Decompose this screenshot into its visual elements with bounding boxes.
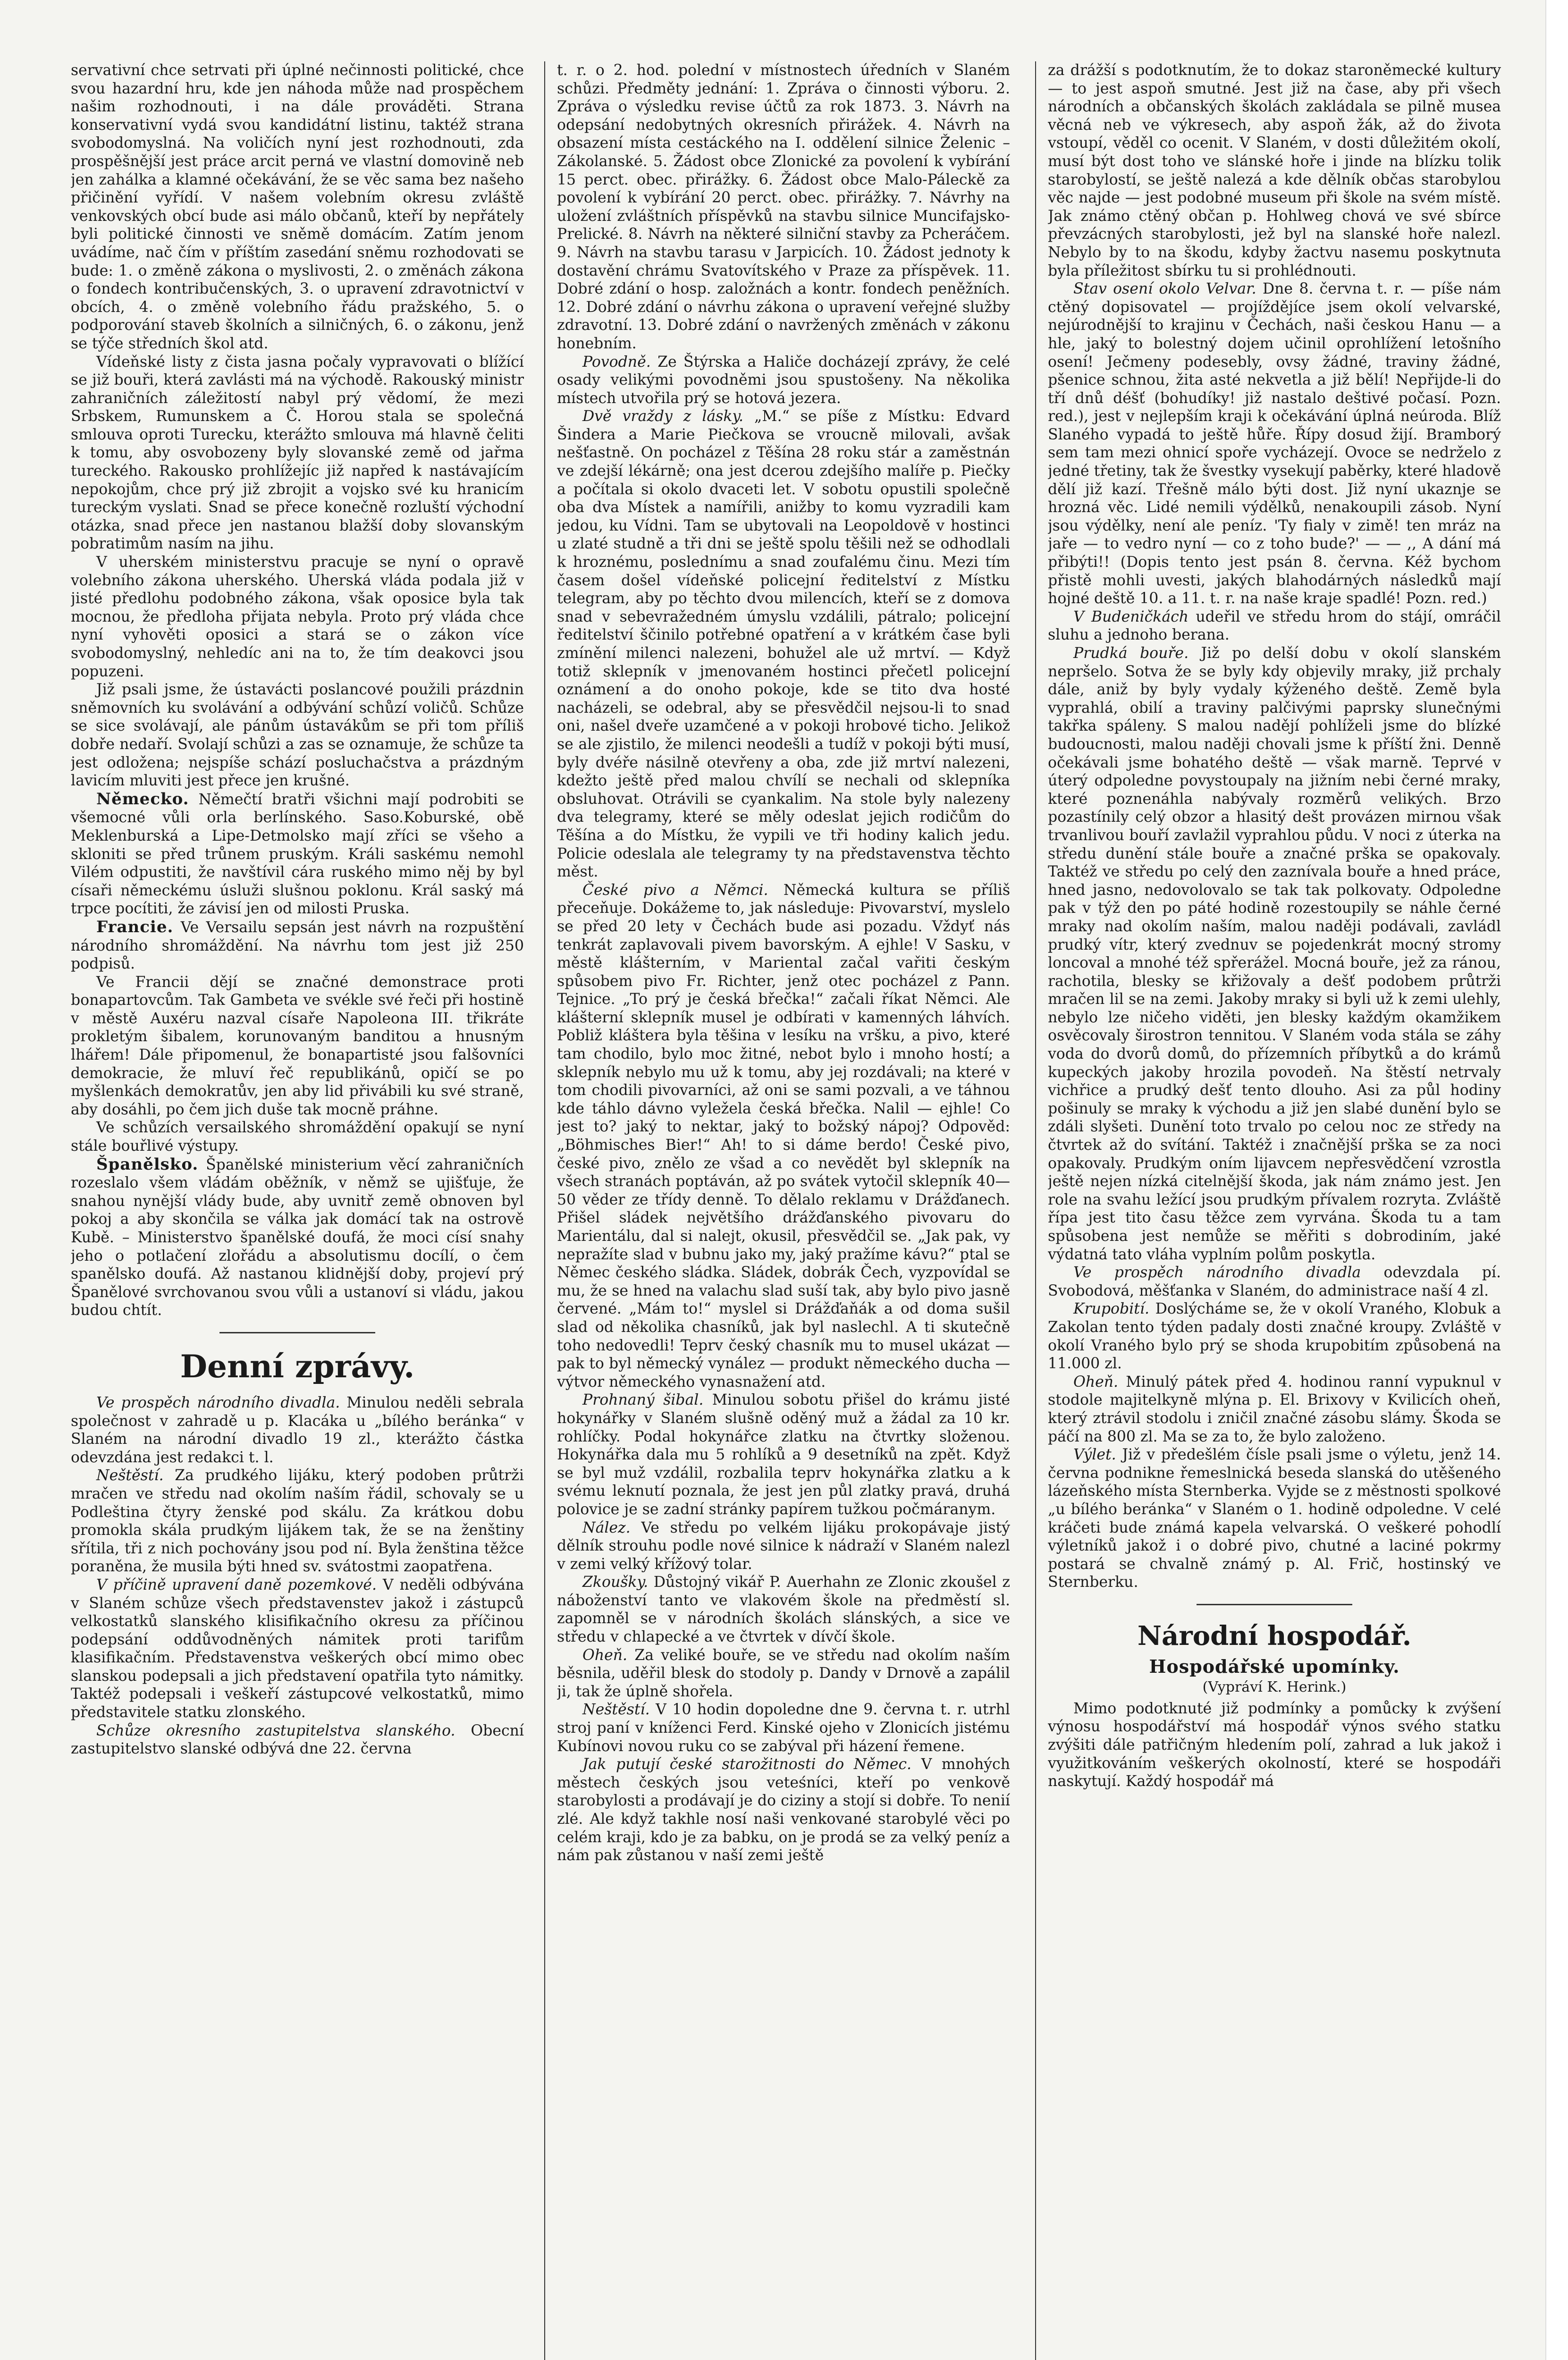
news-lead: Ve prospěch národního divadla. xyxy=(96,1394,340,1411)
article-text: Španělské ministerium věcí zahraničních rozeslalo všem vládám oběžník, v němž se ujišťuje, že snahou nynější vlády bude, aby uvnitř země obnoven byl pokoj a aby skončila se válka jak domácí tak na ostrově Kubě. – Ministerstvo španělské doufá, že moci císí snahy jeho o potlačení zlořádu a absolutismu docílí, o čem spanělsko doufá. Až nastanou klidnější doby, projeví prý Španělové svrchovanou svou vůli a ustanoví si vládu, jakou budou chtít. xyxy=(71,1156,524,1319)
article-paragraph: Ve Francii dějí se značné demonstrace proti bonapartovcům. Tak Gambeta ve svékle své řeči při hostině v městě Auxéru nazval císaře Napoleona III. třikráte prokletým šibalem, korunovaným banditou a hnusným lhářem! Dále připomenul, že bonapartisté jsou falšovníci demokracie, že mluví řeč republikánů, opičí se po myšlenkách demokratův, jen aby lid přivábili ku své straně, aby dosáhli, po čem jich duše tak mocně práhne. xyxy=(71,973,524,1118)
news-lead: Dvě vraždy z lásky. xyxy=(582,408,744,425)
column-rule xyxy=(544,61,545,2360)
news-item xyxy=(557,1755,1010,1865)
news-lead: Ve prospěch národního divadla xyxy=(1073,1264,1361,1281)
news-item xyxy=(1048,1373,1501,1446)
news-text: udeřil ve středu hrom do stájí, omráčil sluhu a jednoho berana. xyxy=(1048,608,1501,644)
news-lead: Neštěstí. xyxy=(96,1467,164,1484)
article-paragraph: Ve schůzích versailského shromáždění opakují se nyní stále bouřlivé výstupy. xyxy=(71,1119,524,1155)
news-item xyxy=(1048,280,1501,608)
news-section-title: Denní zprávy. xyxy=(180,1348,415,1385)
news-text: odevzdala pí. Svobodová, měšťanka v Slaném, do administrace naší 4 zl. xyxy=(1048,1264,1501,1299)
news-item xyxy=(71,1576,524,1722)
news-text: V neděli odbývána v Slaném schůze všech představenstev jakož i zástupců velkostatků slanského klisifikačního okresu za příčinou podepsání oddůvodněných námitek proti tarifům klasifikačním. Představenstva veškerých obcí mimo obec slanskou podepsali a jich představení opatřila tyto námitky. Taktéž podepsali i veškeří zástupcové velkostatků, mimo představitele statku zlonského. xyxy=(71,1576,524,1721)
news-text: Ze Štýrska a Haliče docházejí zprávy, že celé osady velikými povodněmi jsou spustošeny. Na několika místech utvořila prý se hotová jezera. xyxy=(557,353,1010,407)
news-lead: Stav osení okolo Velvar. xyxy=(1073,280,1256,298)
news-text: V 10 hodin dopoledne dne 9. června t. r. utrhl stroj paní v kníženci Ferd. Kinské ojeho v Zlonicích jistému Kubínovi novou ruku co se zabýval při házení řemene. xyxy=(557,1701,1010,1755)
country-heading: Německo. xyxy=(96,789,189,809)
news-item xyxy=(71,1722,524,1758)
news-item xyxy=(1048,608,1501,644)
news-lead: Nález. xyxy=(582,1519,631,1536)
news-item xyxy=(557,1701,1010,1755)
news-item xyxy=(557,1646,1010,1701)
article-paragraph: Již psali jsme, že ústavácti poslancové použili prázdnin sněmovních ku svolávání a odbývání schůzí voličů. Schůze se sice svolávají, ale pánům ústavákům se při tom příliš dobře nedaří. Svolají schůzi a zas se oznamuje, že schůze ta jest odložena; nejspíše schází posluchačstva a prázdným lavicím mluviti jest přece jen krušné. xyxy=(71,681,524,790)
news-text: Minulou sobotu přišel do krámu jisté hokynářky v Slaném slušně oděný muž a žádal za 10 kr. rohlíčky. Podal hokynářce zlatku na čtvrtky složenou. Hokynářka dala mu 5 rohlíků a 9 desetníků na zpět. Když se byl muž vzdálil, rozbalila teprv hokynářka zlatku a k svému leknutí poznala, že jest jen půl zlatky pravá, druhá polovice je se zadní stránky papírem tužkou počmáranym. xyxy=(557,1391,1010,1518)
newspaper-page xyxy=(71,61,1501,2360)
news-lead: Prudká bouře. xyxy=(1073,645,1189,662)
section-germany xyxy=(71,790,524,918)
section-spain xyxy=(71,1155,524,1320)
economy-subtitle: Hospodářské upomínky. xyxy=(1149,1655,1400,1677)
country-heading: Francie. xyxy=(96,917,174,936)
news-text: Důstojný vikář P. Auerhahn ze Zlonic zkoušel z náboženství tanto ve vlakovém škole na předměstí sl. zapomněl se v národních školách slánských, a sice ve středu v chlapecké a ve čtvrtek v dívčí škole. xyxy=(557,1574,1010,1646)
news-lead: Výlet. xyxy=(1073,1446,1116,1464)
news-lead: Zkoušky. xyxy=(582,1574,649,1591)
section-divider xyxy=(1197,1604,1352,1605)
news-text: Za veliké bouře, se ve středu nad okolím naším běsnila, uděřil blesk do stodoly p. Dandy v Drnově a zapálil ji, tak že úplně shořela. xyxy=(557,1646,1010,1700)
news-item xyxy=(557,881,1010,1391)
byline: (Vypráví K. Herink.) xyxy=(1202,1678,1347,1695)
news-lead: Krupobití. xyxy=(1073,1300,1149,1318)
column-2 xyxy=(557,61,1010,2360)
news-text: V mnohých městech českých jsou veteśníci, kteří po venkově starobylosti a prodávají je do ciziny a stojí si dobře. To nenií zlé. Ale když takhle nosí naši venkované starobylé věci po celém kraji, kdo je za babku, on je prodá se za velký peníz a nám pak zůstanou v naší zemi ještě xyxy=(557,1756,1010,1864)
news-item xyxy=(557,1391,1010,1518)
article-paragraph: Mimo podotknuté již podmínky a pomůcky k zvýšení výnosu hospodářství má hospodář výnos svého statku zvýšiti dále patřičným hledením polí, zahrad a luk jakož i využitkováním veškerých okolností, které se hospodáři naskytují. Každý hospodář má xyxy=(1048,1700,1501,1790)
news-lead: Schůze okresního zastupitelstva slanského. xyxy=(96,1722,455,1739)
news-text: Za prudkého lijáku, který podoben průtrži mračen ve středu nad okolím naším řádil, schovaly se u Podleština čtyry ženské pod skálu. Za krátkou dobu promokla skála prudkým lijákem tak, že se na ženštiny sřítila, tři z nich pochovány jsou pod ní. Byla ženština těžce poraněna, že musila býti hned sv. svátostmi zaopatřena. xyxy=(71,1467,524,1576)
news-lead: Oheň. xyxy=(1073,1373,1119,1391)
news-text: Minulý pátek před 4. hodinou ranní vypuknul v stodole majitelkyně mlýna p. El. Brixovy v Kvilicích oheň, který ztrávil stodolu i zničil značné zásobu slámy. Škoda se páčí na 800 zl. Ma se za to, že bylo založeno. xyxy=(1048,1373,1501,1445)
column-1 xyxy=(71,61,524,2360)
news-item xyxy=(71,1467,524,1576)
economy-section-title: Národní hospodář. xyxy=(1137,1620,1412,1652)
news-text: Německá kultura se příliš přeceňuje. Dokážeme to, jak následuje: Pivovarství, myslelo se před 20 lety v Čechách bude asi pozadu. Vždyť nás tenkrát zaplavovali pivem bavorským. A ejhle! V Sasku, v městě klášterním, v Mariental začal vařiti českým spůsobem pivo Fr. Richter, jenž otec pocházel z Pann. Tejnice. „To prý je česká břečka!“ začali říkat Němci. Ale klášterní sklepník musel je odbírati v kamenných láhvích. Pobliž kláštera byla těšina v lesíku na vršku, a pivo, které tam chodilo, bylo moc žitné, nebot bylo i mnoho hostí; a sklepník nebylo mu už k tomu, aby jej rozdávali; na které v tom chodili pivovarníci, až oni se sami pozvali, a ve táhnou kde táhlo dávno vyležela česká břečka. Nalil — ejhle! Co jest to? jaký to nektar, jaký to božský nápoj? Odpověd: „Böhmisches Bier!“ Ah! to si dáme berdo! České pivo, české pivo, znělo ze všad a co nevědět byl sklepník na všech stranách poptáván, až po svátek vytočil sklepník 40—50 věder ze třídy denně. To dělalo reklamu v Drážďanech. Přišel sládek největšího drážďanského pivovaru do Marientálu, dal si nalejt, okusil, přesvědčil se. „Jak pak, vy nepražíte slad v bubnu jako my, jaký pražíme kávu?“ ptal se Němec českého sládka. Sládek, dobrák Čech, vyzpovídal se mu, že se hned na valachu slad suší tak, aby bylo pivo jasně červené. „Mám to!“ myslel si Drážďaňák a od doma sušil slad od několika chasníků, jak byl naslechl. A ti skutečně toho nedovedli! Teprv český chasník mu to musel ukázat — pak to byl německý vynález — produkt německého ducha — výtvor německého vynasnažení atd. xyxy=(557,881,1010,1391)
article-paragraph: V uherském ministerstvu pracuje se nyní o opravě volebního zákona uherského. Uherská vláda podala již v jisté předlohu podobného zákona, však oposice byla tak mocnou, že předloha přijata nebyla. Proto prý vláda chce nyní vyhověti oposici a stará se o zákon více svobodomyslný, nehledíc ani na to, že tím deakovci jsou popuzeni. xyxy=(71,554,524,680)
section-france xyxy=(71,918,524,973)
news-text: Minulou neděli sebrala společnost v zahradě u p. Klacáka u „bílého beránka“ v Slaném na národní divadlo 19 zl., kterážto částka odevzdána jest redakci t. l. xyxy=(71,1394,524,1466)
news-item xyxy=(557,353,1010,408)
news-text: Již v předešlém čísle psali jsme o výletu, jenž 14. června podnikne řemeslnická beseda slanská do utěšeného lázeňského místa Sternberka. Vyjde se z městnosti spolkové „u bílého beránka“ v Slaném o 1. hodině odpoledne. V celé kráčeti bude známá kapela velvarská. O veškeré pohodlí výletníků jakož i o dobré pivo, chutné a laciné pokrmy postará se chvalně známý p. Al. Frič, hostinský ve Sternberku. xyxy=(1048,1446,1501,1591)
news-lead: Povodně. xyxy=(582,353,651,371)
news-text: Dne 8. června t. r. — píše nám ctěný dopisovatel — projíždějíce jsem okolí velvarské, nejúrodnější to krajinu v Čechách, naši českou Hanu — a hle, jaký to bolestný dojem učinil oprohlížení letošního osení! Ječmeny podesebly, ovsy žádné, traviny žádné, pšenice schnou, žita asté nekvetla a již bělí! Nepřijde-li do tří dnů déšť (bohudíky! již nastalo deštivé počasí. Pozn. red.), jest v nejlepším kraji k očekávání úplná neúroda. Blíž Slaného vypadá to ještě hůře. Řípy dosud žijí. Bramborý sem tam mezi ohnicí spoře vycházejí. Ovoce se nedrželo z jedné třetiny, tak že švestky vysekují paběrky, které hladově dělí již kazí. Třešně málo býti dost. Již nyní ukaznje se hrozná věc. Lidé nemili výdělků, nenakoupili zásob. Nyní jsou výdělky, není ale peníz. 'Ty fialy v zimě! ten mráz na jaře — to vedro nyní — co z toho bude?' — — ,, A dání má přibýti!! (Dopis tento jest psán 8. června. Kéž bychom přistě mohli uvesti, jakých blahodárných následků mají hojné deště 10. a 11. t. r. na naše kraje spadlé! Pozn. red.) xyxy=(1048,280,1501,607)
article-paragraph: Vídeňské listy z čista jasna počaly vypravovati o blížící se již bouři, která zavlásti má na východě. Rakouský ministr zahraničních záležitostí nabyl prý vědomí, že mezi Srbskem, Rumunskem a Č. Horou stala se společná smlouva oproti Turecku, kterážto smlouva má hlavně čeliti k tomu, aby osvobozeny byly slovanské země od jařma tureckého. Rakousko prohlížejíc již napřed k nastávajícím nepokojům, chce prý již zbrojit a vojsko své ku hranicím tureckým vyslati. Snad se přece konečně rozluští východní otázka, snad přece jen nastanou blažší doby slovanským pobratimům nasím na jihu. xyxy=(71,353,524,553)
news-lead: Prohnaný šibal. xyxy=(582,1391,704,1409)
news-lead: České pivo a Němci. xyxy=(582,881,768,899)
article-paragraph: t. r. o 2. hod. polední v místnostech úředních v Slaném schůzi. Předměty jednání: 1. Zpráva o činnosti výboru. 2. Zpráva o výsledku revise účtů za rok 1873. 3. Návrh na odepsání nedobytných okresních přirážek. 4. Návrh na obsazení místa cestáckého na I. oddělení silnice Želenic – Zákolanské. 5. Žádost obce Zlonické za povolení k vybírání 15 perct. obec. přirážky. 6. Žádost obce Malo-Páleckě za povolení k vybírání 20 perct. obec. přirážky. 7. Návrhy na uložení zvláštních příspěvků na stavbu silnice Muncifajsko-Prelické. 8. Návrh na některé silniční stavby za Pcheráčem. 9. Návrh na stavbu tarasu v Jarpicích. 10. Žádost jednoty k dostavění chrámu Svatovítského v Praze za příspěvek. 11. Dobré zdání o hosp. založnách a kontr. fondech peněžních. 12. Dobré zdání o návrhu zákona o upravení veřejné služby zdravotní. 13. Dobré zdání o navržených změnách v zákonu honebním. xyxy=(557,62,1010,352)
news-item xyxy=(1048,1446,1501,1592)
page-edge xyxy=(1545,0,1568,2360)
column-3 xyxy=(1048,61,1501,2360)
article-text: Němečtí bratři všichni mají podrobiti se všemocné vůli orla berlínského. Saso.Koburské, obě Meklenburská a Lipe-Detmolsko mají zříci se všeho a skloniti se před trůnem pruským. Králi saskému nemohl Vilém odpustiti, že navštívil cára ruského mimo něj by byl císaři německému úsluži slušnou poklonu. Král saský má trpce pocítiti, že závisí jen od milosti Pruska. xyxy=(71,791,524,918)
news-item xyxy=(557,1573,1010,1646)
news-lead: Jak putují české starožitnosti do Němec. xyxy=(582,1756,912,1773)
column-rule xyxy=(1035,61,1036,2360)
news-text: Ve středu po velkém lijáku prokopávaje jistý dělník strouhu podle nové silnice k nádraží v Slaném nalezl v zemi velký křížový tolar. xyxy=(557,1519,1010,1573)
news-item xyxy=(1048,644,1501,1264)
news-item xyxy=(71,1394,524,1467)
news-item xyxy=(557,407,1010,881)
news-lead: Neštěstí. xyxy=(582,1701,650,1719)
country-heading: Španělsko. xyxy=(96,1155,199,1174)
section-divider xyxy=(219,1332,375,1333)
news-text: Doslýcháme se, že v okolí Vraného, Klobuk a Zakolan tento týden padaly dosti značné kroupy. Zvláště v okolí Vraného bylo prý se shoda krupobitím způsobená na 11.000 zl. xyxy=(1048,1300,1501,1373)
news-lead: V příčině upravení daně pozemkové. xyxy=(96,1576,377,1593)
news-lead: Oheň. xyxy=(582,1646,628,1664)
article-paragraph: servativní chce setrvati při úplné nečinnosti politické, chce svou hazardní hru, kde jen náhoda může nad prospěchem našim rozhodnouti, i na dále prováděti. Strana konservativní vydá svou kandidátní listinu, taktéž strana svobodomyslná. Na voličích nyní jest rozhodnouti, zda prospěšnější jest práce arcit perná ve vlastní domovině neb jen zahálka a klamné očekávání, že se věc sama bez našeho přičinění vyřídí. V našem volebním okresu zvláště venkovských obcí bude asi málo občanů, kteří by nepřátely byli politické činnosti ve sněmě domácím. Zatím jenom uvádíme, nač čím v příštím zasedání sněmu rozhodovati se bude: 1. o změně zákona o myslivosti, 2. o změnách zákona o fondech kontribučenských, 3. o upravení zdravotnictví v obcích, 4. o změně volebního řádu pražského, 5. o podporování staveb školních a silničných, 6. o zákonu, jenž se týče středních škol atd. xyxy=(71,62,524,352)
news-item xyxy=(1048,1264,1501,1300)
article-text: Ve Versailu sepsán jest návrh na rozpuštění národního shromáždění. Na návrhu tom jest již 250 podpisů. xyxy=(71,919,524,973)
news-text: Obecní zastupitelstvo slanské odbývá dne 22. června xyxy=(71,1722,524,1758)
news-lead: V Budeničkách xyxy=(1073,608,1189,625)
article-paragraph: za drážší s podotknutím, že to dokaz staroněmecké kultury — to jest aspoň smutné. Jest již na čase, aby při všech národních a občanských školách zakládala se pilně musea věcná neb ve výkresech, aby aspoň žák, až do života vstoupí, věděl co ocenit. V Slaném, v dosti důležitém okolí, musí být dost toho ve slánské hoře i jinde na blízku tolik starobylostí, se ještě nalezá a kde dělník občas starobylou věc najde — jest podobné museum při škole na svém místě. Jak známo ctěný občan p. Hohlweg chová ve své sbírce převzácných starobylosti, jež byl na slanské hoře nalezl. Nebylo by to na škodu, kdyby žactvu nasemu poskytnuta byla příležitost sbírku tu si prohlédnouti. xyxy=(1048,62,1501,279)
news-item xyxy=(557,1519,1010,1574)
news-text: Již po delší dobu v okolí slanském nepršelo. Sotva že se byly kdy objevily mraky, již prchaly dále, aniž by byly vydaly kýženého deště. Země byla vyprahlá, obilí a traviny palčivými paprsky slunečnými takřka spáleny. S malou nadějí pohlíželi jsme do blízké budoucnosti, malou naději chovali jsme k příští žni. Denně očekávali jsme bohatého deště — však marně. Teprvé v úterý odpoledne povystoupaly na jižním nebi černé mraky, které poznenáhla nabývaly rozměrů velikých. Brzo pozastínily celý obzor a hlasitý dešt provázen mirnou však trvanlivou bouří zavlažil vyprahlou půdu. V noci z úterka na středu dunění stále bouře a značné prška se opakovaly. Taktéž ve středu po celý den zaznívala bouře a hned práce, hned jasno, nedovolovalo se tak tak polkovaty. Odpoledne pak v týž den po páté hodině rozestoupily se náhle černé mraky nad okolím naším, malou naději podávali, zavládl prudký vítr, který zvednuv se pojedenkrát mocný stromy loncoval a mnohé též spřerážel. Mocná bouře, jež za ránou, rachotila, blesky se křižovaly a dešť podobem průtrži mračen lil se na zemi. Jakoby mraky si byli už k zemi ulehly, nebylo lze ničeho viděti, jen blesky každým okamžikem osvěcovaly širostron tennitou. V Slaném voda stála se záhy voda do dvorů domů, do přízemních příbytků a do krámů kupeckých jakoby hrozila povodeň. Na štěstí netrvaly vichřice a prudký dešť tento dlouho. Asi za půl hodiny pošinuly se mraky k východu a již jen slabé dunění bylo se zdáli slyšeti. Dunění toto trvalo po celou noc ze středy na čtvrtek až do svítání. Taktéž i značnější prška se za noci opakovaly. Prudkým oním lijavcem nepřesvědčení vzrostla ještě nejen nízká citelnější škoda, jak nám známo jest. Jen role na svahu ležící jsou prudkým přívalem rozryta. Zvláště řípa jest tito času těžce zem vyrvána. Škoda tu a tam spůsobena jest nemůže se měřiti s dobrodiním, jaké výdatná tato vláha vyplním polům poskytla. xyxy=(1048,645,1501,1263)
news-item xyxy=(1048,1300,1501,1373)
news-text: „M.“ se píše z Místku: Edvard Šindera a Marie Piečkova se vroucně milovali, avšak nešťastně. On pocházel z Těšína 28 roku stár a zaměstnán ve zdejší lékárně; ona jest dcerou zdejšího malíře p. Piečky a počítala si okolo dvaceti let. V sobotu opustili společně oba dva Místek a namířili, anižby to komu vyzradili kam jedou, ku Vídni. Tam se ubytovali na Leopoldově v hostinci u zlaté studně a tři dni se ještě spolu těšili než se odhodlali k hroznému, poslednímu a snad zoufalému činu. Mezi tím časem došel vídeňské policejní ředitelství z Místku telegram, aby po těchto dvou milencích, kteří se z domova snad v sebevražedném úmyslu vzdálili, pátralo; policejní ředitelství ščinilo potřebné opatření a v krátkém čase byli zmínění milenci nalezeni, bohužel ale už mrtví. — Když totiž sklepník v jmenovaném hostinci přečetl policejní oznámení a do onoho pokoje, kde se tito dva hosté nacházeli, se odebral, aby se přesvědčil nejsou-li to snad oni, našel dveře uzamčené a v pokoji hrobové ticho. Jelikož se ale zjistilo, že milenci neodešli a tudíž v pokoji býti musí, byly dvéře násilně otevřeny a oba, zde již mrtví nalezeni, kdežto ještě před malou chvílí se nechali od sklepníka obsluhovat. Otrávili se cyankalim. Na stole byly nalezeny dva telegramy, které se měly odeslat jejich rodičům do Těšína a do Místku, že vypili ve tři hodiny kalich jedu. Policie odeslala ale telegramy ty na představenstva těchto měst. xyxy=(557,408,1010,881)
